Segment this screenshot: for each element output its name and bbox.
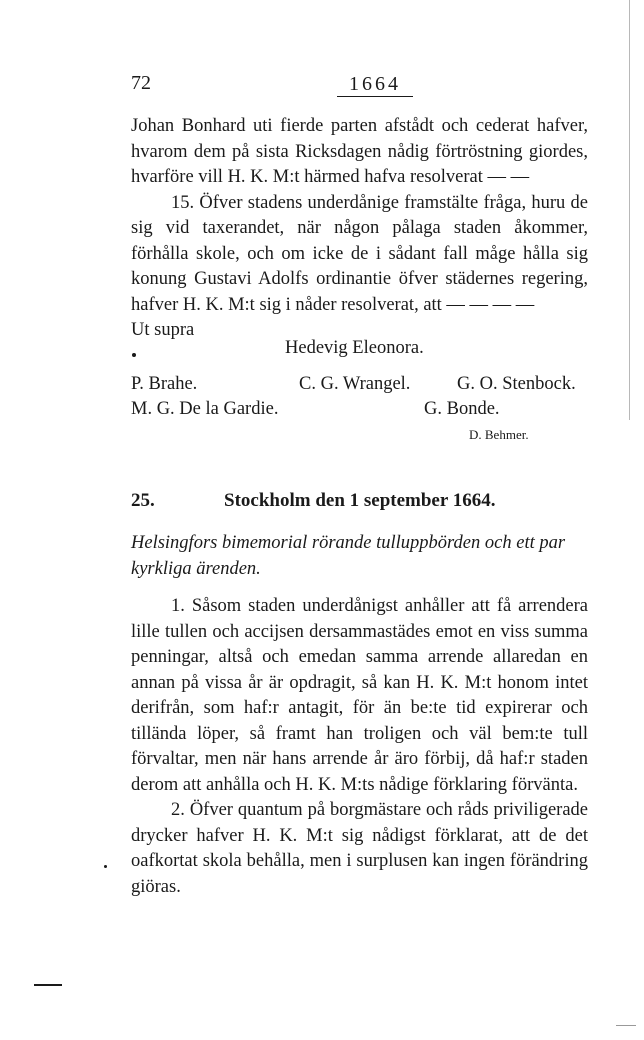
signatory-de-la-gardie: M. G. De la Gardie. [131,399,279,419]
document-paragraph-2: 2. Öfver quantum på borgmästare och råds priviligerade drycker hafver H. K. M:t sig nådigst förklarat, att de det oafkortat skola behålla, men i surplusen kan ingen förändring giöras. [131,800,588,897]
document-summary: Helsingfors bimemorial rörande tulluppbörden och ett par kyrkliga ärenden. [131,533,566,579]
running-header [131,72,588,98]
page-edge-line [629,0,630,420]
page-number: 72 [131,72,151,94]
document-place-date: Stockholm den 1 september 1664. [224,490,496,511]
previous-paragraph-1: Johan Bonhard uti fierde parten afstådt och cederat hafver, hvarom dem på sista Ricksdagen nådig förtröstning giordes, hvarföre vill H. K. M:t härmed hafva resolverat — — [131,116,588,187]
running-year: 1664 [337,72,413,97]
margin-dash [34,984,62,986]
corner-mark [616,1025,636,1026]
document-paragraph-1: 1. Såsom staden underdånigst anhåller att få arrendera lille tullen och accijsen dersammastädes emot en viss summa penningar, altså och emedan samma arrende allaredan en annan på vissa år är opdragit, så kan H. K. M:t honom intet derifrån, som haf:r antagit, för än be:te tid expirerar och tillända löper, så framt han troligen och väl bem:te tull förvaltar, men när hans arrende år äro förbij, då haf:r staden derom att anhålla och H. K. M:ts nådige förklaring förvänta. [131,596,588,795]
previous-paragraph-15: 15. Öfver stadens underdånige framstälte fråga, huru de sig vid taxerandet, när någon pålaga staden åkommer, förhålla skole, och om icke de i sådant fall måge hålla sig konung Gustavi Adolfs ordinantie öfver städernes regering, hafver H. K. M:t sig i nåder resolverat, att — — — — [131,192,588,315]
closing-formula: Ut supra [131,320,195,340]
signatory-wrangel: C. G. Wrangel. [299,374,411,394]
document-number: 25. [131,490,155,511]
signatory-bonde: G. Bonde. [424,399,500,419]
previous-entry-body [131,114,588,344]
signatory-brahe: P. Brahe. [131,374,198,394]
countersignature: D. Behmer. [469,427,529,442]
document-body [131,594,588,900]
ink-dot [132,353,136,357]
signatory-queen: Hedevig Eleonora. [285,338,424,358]
ink-dot-margin [104,865,107,868]
signatory-stenbock: G. O. Stenbock. [457,374,576,394]
